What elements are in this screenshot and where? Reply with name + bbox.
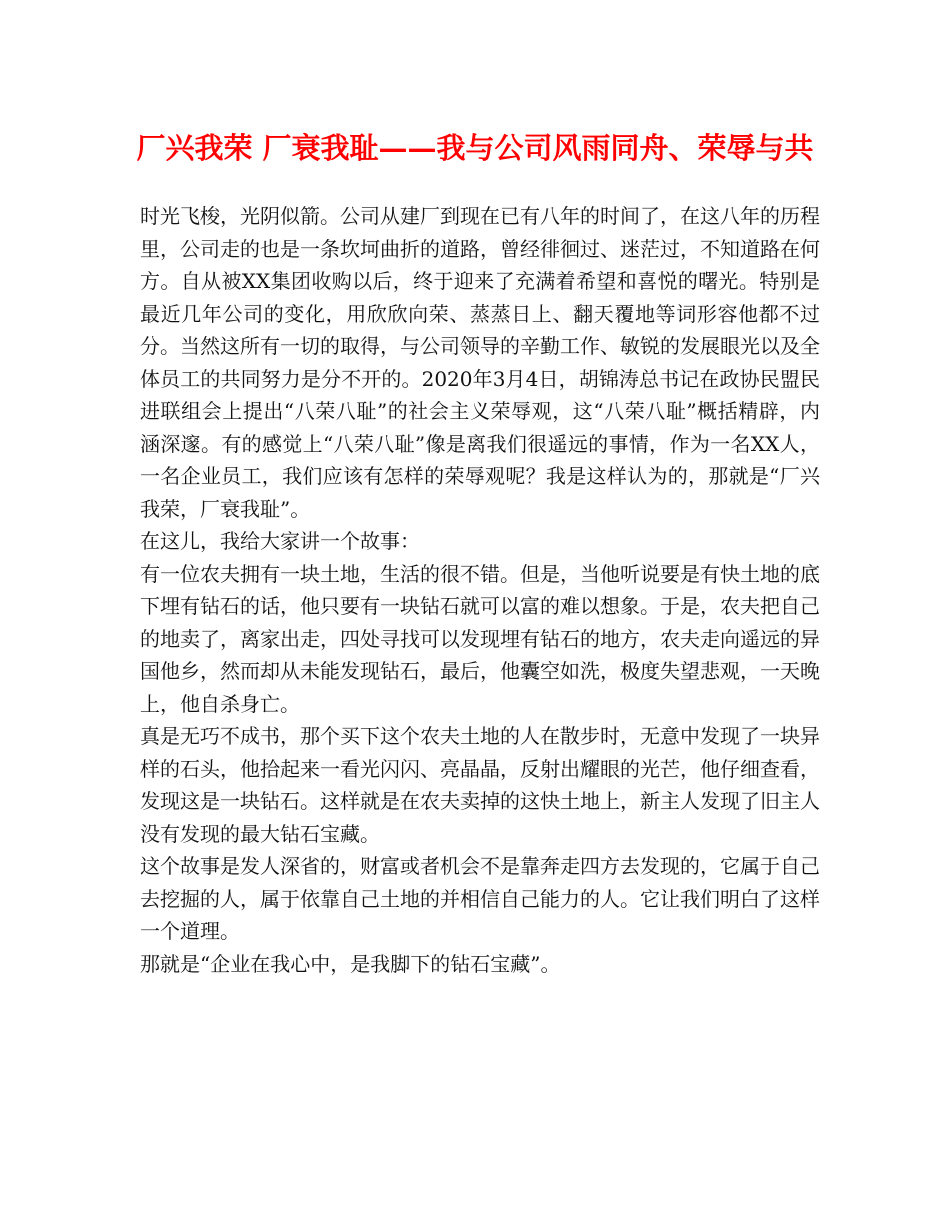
paragraph-intro: 时光飞梭，光阴似箭。公司从建厂到现在已有八年的时间了，在这八年的历程里，公司走的也是一条坎坷曲折的道路，曾经徘徊过、迷茫过，不知道路在何方。自从被XX集团收购以后，终于迎来了充满着希望和喜悦的曙光。特别是最近几年公司的变化，用欣欣向荣、蒸蒸日上、翻天覆地等词形容他都不过分。当然这所有一切的取得，与公司领导的辛勤工作、敏锐的发展眼光以及全体员工的共同努力是分不开的。2020年3月4日，胡锦涛总书记在政协民盟民进联组会上提出“八荣八耻”的社会主义荣辱观，这“八荣八耻”概括精辟，内涵深邃。有的感觉上“八荣八耻”像是离我们很遥远的事情，作为一名XX人，一名企业员工，我们应该有怎样的荣辱观呢？我是这样认为的，那就是“厂兴我荣，厂衰我耻”。 [140, 204, 820, 521]
document-body [140, 200, 820, 980]
document-title: 厂兴我荣 厂衰我耻——我与公司风雨同舟、荣辱与共 [136, 131, 814, 165]
paragraph-story-lead: 在这儿，我给大家讲一个故事： [140, 529, 420, 553]
paragraph-diamond-found: 真是无巧不成书，那个买下这个农夫土地的人在散步时，无意中发现了一块异样的石头，他拾起来一看光闪闪、亮晶晶，反射出耀眼的光芒，他仔细查看，发现这是一块钻石。这样就是在农夫卖掉的这快土地上，新主人发现了旧主人没有发现的最大钻石宝藏。 [140, 724, 820, 846]
paragraph-conclusion: 那就是“企业在我心中，是我脚下的钻石宝藏”。 [140, 951, 561, 976]
paragraph-lesson: 这个故事是发人深省的，财富或者机会不是靠奔走四方去发现的，它属于自己去挖掘的人，属于依靠自己土地的并相信自己能力的人。它让我们明白了这样一个道理。 [140, 854, 820, 943]
paragraph-farmer-story: 有一位农夫拥有一块土地，生活的很不错。但是，当他听说要是有快土地的底下埋有钻石的话，他只要有一块钻石就可以富的难以想象。于是，农夫把自己的地卖了，离家出走，四处寻找可以发现埋有钻石的地方，农夫走向遥远的异国他乡，然而却从未能发现钻石，最后，他囊空如洗，极度失望悲观，一天晚上，他自杀身亡。 [140, 561, 820, 716]
